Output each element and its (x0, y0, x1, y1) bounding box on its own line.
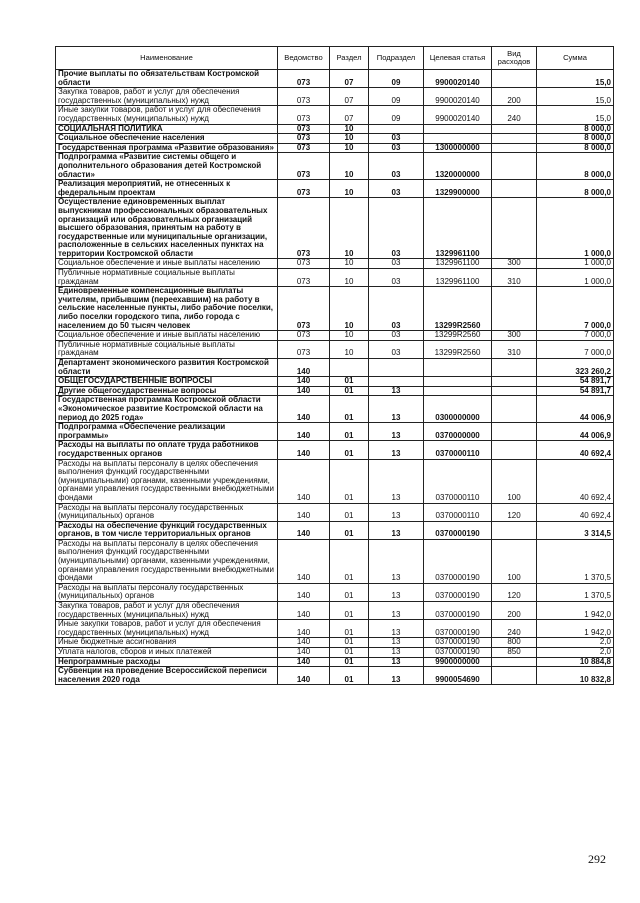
cell-dept: 073 (278, 259, 330, 269)
cell-target: 0370000190 (424, 539, 492, 583)
cell-dept: 140 (278, 441, 330, 459)
cell-section: 01 (330, 423, 369, 441)
header-exp-type: Вид расходов (492, 47, 537, 70)
cell-section: 01 (330, 602, 369, 620)
cell-exp-type: 300 (492, 331, 537, 341)
header-section: Раздел (330, 47, 369, 70)
cell-target: 1329900000 (424, 180, 492, 198)
cell-exp-type (492, 423, 537, 441)
cell-name: Расходы на выплаты персоналу в целях обеспечения выполнения функций государственными (муниципальными) органами, казенными учреждениями, органами управления государственными внебюджетными фондами (56, 459, 278, 503)
cell-subsection: 09 (369, 106, 424, 124)
table-row (56, 359, 614, 377)
cell-subsection: 13 (369, 441, 424, 459)
cell-target: 1329961100 (424, 259, 492, 269)
cell-exp-type (492, 377, 537, 387)
cell-target: 0370000190 (424, 648, 492, 658)
cell-subsection: 13 (369, 602, 424, 620)
cell-exp-type (492, 667, 537, 685)
cell-exp-type: 200 (492, 602, 537, 620)
cell-dept: 073 (278, 269, 330, 287)
cell-exp-type: 120 (492, 583, 537, 601)
cell-name: Социальное обеспечение и иные выплаты населению (56, 331, 278, 341)
cell-subsection (369, 359, 424, 377)
cell-subsection: 03 (369, 180, 424, 198)
cell-dept: 073 (278, 153, 330, 180)
cell-dept: 140 (278, 539, 330, 583)
cell-target: 0370000190 (424, 638, 492, 648)
cell-section: 01 (330, 521, 369, 539)
cell-sum: 44 006,9 (537, 423, 614, 441)
cell-dept: 140 (278, 583, 330, 601)
cell-target: 13299R2560 (424, 331, 492, 341)
cell-target: 9900020140 (424, 106, 492, 124)
cell-dept: 140 (278, 423, 330, 441)
table-row (56, 423, 614, 441)
cell-subsection: 13 (369, 503, 424, 521)
cell-dept: 073 (278, 70, 330, 88)
cell-name: Уплата налогов, сборов и иных платежей (56, 648, 278, 658)
table-row (56, 602, 614, 620)
cell-subsection: 09 (369, 88, 424, 106)
table-row (56, 638, 614, 648)
cell-sum: 8 000,0 (537, 180, 614, 198)
cell-name: Иные закупки товаров, работ и услуг для обеспечения государственных (муниципальных) нужд (56, 106, 278, 124)
cell-subsection: 13 (369, 583, 424, 601)
cell-sum: 323 260,2 (537, 359, 614, 377)
cell-section: 01 (330, 377, 369, 387)
table-row (56, 198, 614, 259)
cell-target: 13299R2560 (424, 287, 492, 331)
table-row (56, 70, 614, 88)
cell-sum: 15,0 (537, 70, 614, 88)
cell-name: Публичные нормативные социальные выплаты гражданам (56, 340, 278, 358)
cell-name: Иные закупки товаров, работ и услуг для обеспечения государственных (муниципальных) нужд (56, 620, 278, 638)
cell-name: Прочие выплаты по обязательствам Костромской области (56, 70, 278, 88)
cell-exp-type: 800 (492, 638, 537, 648)
cell-section: 10 (330, 180, 369, 198)
table-row (56, 648, 614, 658)
cell-dept: 140 (278, 359, 330, 377)
cell-exp-type (492, 396, 537, 423)
cell-exp-type: 310 (492, 269, 537, 287)
cell-subsection: 13 (369, 657, 424, 667)
cell-name: СОЦИАЛЬНАЯ ПОЛИТИКА (56, 124, 278, 134)
table-row (56, 287, 614, 331)
cell-exp-type: 120 (492, 503, 537, 521)
cell-dept: 140 (278, 602, 330, 620)
table-row (56, 396, 614, 423)
cell-section: 10 (330, 153, 369, 180)
cell-exp-type (492, 657, 537, 667)
cell-sum: 2,0 (537, 638, 614, 648)
cell-dept: 073 (278, 124, 330, 134)
cell-exp-type: 300 (492, 259, 537, 269)
cell-name: Государственная программа Костромской области «Экономическое развитие Костромской области на период до 2025 года» (56, 396, 278, 423)
cell-exp-type (492, 134, 537, 144)
table-row (56, 106, 614, 124)
table-row (56, 259, 614, 269)
cell-section: 10 (330, 269, 369, 287)
cell-section: 01 (330, 620, 369, 638)
cell-dept: 073 (278, 88, 330, 106)
cell-target: 1329961100 (424, 198, 492, 259)
table-body (56, 70, 614, 685)
cell-name: Единовременные компенсационные выплаты учителям, прибывшим (переехавшим) на работу в сельские населенные пункты, либо рабочие поселки, либо поселки городского типа, либо города с населением до 50 тысяч человек (56, 287, 278, 331)
cell-subsection: 13 (369, 396, 424, 423)
cell-target: 9900054690 (424, 667, 492, 685)
cell-name: Расходы на обеспечение функций государственных органов, в том числе территориальных органов (56, 521, 278, 539)
cell-target (424, 386, 492, 396)
cell-sum: 15,0 (537, 88, 614, 106)
cell-subsection: 03 (369, 287, 424, 331)
cell-subsection: 03 (369, 134, 424, 144)
cell-subsection: 03 (369, 143, 424, 153)
table-row (56, 88, 614, 106)
cell-section: 10 (330, 143, 369, 153)
cell-name: Непрограммные расходы (56, 657, 278, 667)
cell-subsection: 13 (369, 459, 424, 503)
page-number: 292 (588, 852, 606, 866)
cell-section: 01 (330, 667, 369, 685)
cell-dept: 140 (278, 620, 330, 638)
cell-dept: 073 (278, 198, 330, 259)
cell-target: 0370000110 (424, 441, 492, 459)
cell-name: Социальное обеспечение населения (56, 134, 278, 144)
cell-sum: 44 006,9 (537, 396, 614, 423)
cell-dept: 140 (278, 657, 330, 667)
cell-sum: 8 000,0 (537, 134, 614, 144)
cell-target (424, 124, 492, 134)
cell-subsection: 03 (369, 153, 424, 180)
cell-name: Расходы на выплаты персоналу в целях обеспечения выполнения функций государственными (муниципальными) органами, казенными учреждениями, органами управления государственными внебюджетными фондами (56, 539, 278, 583)
cell-target (424, 359, 492, 377)
cell-sum: 40 692,4 (537, 503, 614, 521)
cell-target: 13299R2560 (424, 340, 492, 358)
cell-name: Реализация мероприятий, не отнесенных к федеральным проектам (56, 180, 278, 198)
header-subsection: Подраздел (369, 47, 424, 70)
cell-sum: 1 942,0 (537, 620, 614, 638)
cell-sum: 8 000,0 (537, 143, 614, 153)
cell-dept: 073 (278, 331, 330, 341)
cell-sum: 7 000,0 (537, 340, 614, 358)
cell-dept: 073 (278, 143, 330, 153)
cell-exp-type (492, 287, 537, 331)
table-row (56, 134, 614, 144)
cell-subsection: 03 (369, 198, 424, 259)
cell-sum: 1 370,5 (537, 539, 614, 583)
cell-dept: 073 (278, 134, 330, 144)
cell-name: Закупка товаров, работ и услуг для обеспечения государственных (муниципальных) нужд (56, 602, 278, 620)
table-row (56, 521, 614, 539)
cell-dept: 140 (278, 521, 330, 539)
cell-name: Осуществление единовременных выплат выпускникам профессиональных образовательных организаций или образовательных организаций высшего образования, принятым на работу в государственные или муниципальные организации, расположенные в сельских населенных пунктах на территории Костромской области (56, 198, 278, 259)
cell-exp-type (492, 386, 537, 396)
cell-section: 10 (330, 198, 369, 259)
cell-dept: 140 (278, 396, 330, 423)
cell-dept: 140 (278, 503, 330, 521)
cell-dept: 140 (278, 459, 330, 503)
table-row (56, 657, 614, 667)
table-row (56, 667, 614, 685)
cell-name: Субвенции на проведение Всероссийской переписи населения 2020 года (56, 667, 278, 685)
cell-section: 01 (330, 648, 369, 658)
cell-exp-type: 850 (492, 648, 537, 658)
cell-target: 1320000000 (424, 153, 492, 180)
cell-exp-type (492, 70, 537, 88)
cell-sum: 1 000,0 (537, 198, 614, 259)
cell-exp-type (492, 198, 537, 259)
cell-name: Департамент экономического развития Костромской области (56, 359, 278, 377)
cell-target: 0370000190 (424, 583, 492, 601)
cell-sum: 1 000,0 (537, 259, 614, 269)
cell-section: 07 (330, 88, 369, 106)
table-row (56, 539, 614, 583)
cell-dept: 073 (278, 180, 330, 198)
cell-subsection: 13 (369, 638, 424, 648)
cell-section: 10 (330, 124, 369, 134)
cell-target: 0370000110 (424, 503, 492, 521)
cell-sum: 2,0 (537, 648, 614, 658)
cell-subsection: 09 (369, 70, 424, 88)
cell-subsection: 13 (369, 620, 424, 638)
cell-target: 0300000000 (424, 396, 492, 423)
cell-subsection: 03 (369, 259, 424, 269)
cell-sum: 7 000,0 (537, 331, 614, 341)
cell-name: Социальное обеспечение и иные выплаты населению (56, 259, 278, 269)
table-row (56, 386, 614, 396)
table-row (56, 503, 614, 521)
cell-target: 0370000110 (424, 459, 492, 503)
cell-exp-type (492, 180, 537, 198)
cell-target (424, 134, 492, 144)
cell-exp-type: 200 (492, 88, 537, 106)
budget-table (55, 46, 614, 685)
cell-dept: 073 (278, 340, 330, 358)
cell-subsection (369, 377, 424, 387)
cell-exp-type (492, 359, 537, 377)
cell-dept: 140 (278, 648, 330, 658)
cell-section: 01 (330, 539, 369, 583)
header-sum: Сумма (537, 47, 614, 70)
cell-exp-type: 100 (492, 459, 537, 503)
cell-exp-type: 100 (492, 539, 537, 583)
table-row (56, 124, 614, 134)
cell-sum: 1 000,0 (537, 269, 614, 287)
header-name: Наименование (56, 47, 278, 70)
cell-name: Публичные нормативные социальные выплаты гражданам (56, 269, 278, 287)
cell-sum: 40 692,4 (537, 459, 614, 503)
cell-section: 01 (330, 657, 369, 667)
cell-subsection: 03 (369, 269, 424, 287)
table-row (56, 180, 614, 198)
cell-subsection: 13 (369, 386, 424, 396)
cell-target: 1329961100 (424, 269, 492, 287)
table-row (56, 459, 614, 503)
cell-sum: 40 692,4 (537, 441, 614, 459)
cell-section: 10 (330, 259, 369, 269)
cell-name: ОБЩЕГОСУДАРСТВЕННЫЕ ВОПРОСЫ (56, 377, 278, 387)
cell-subsection: 13 (369, 423, 424, 441)
cell-sum: 3 314,5 (537, 521, 614, 539)
cell-section: 01 (330, 441, 369, 459)
header-dept: Ведомство (278, 47, 330, 70)
table-header-row (56, 47, 614, 70)
cell-sum: 8 000,0 (537, 124, 614, 134)
cell-target: 0370000190 (424, 602, 492, 620)
cell-exp-type (492, 143, 537, 153)
cell-sum: 1 370,5 (537, 583, 614, 601)
cell-target: 9900020140 (424, 88, 492, 106)
cell-section: 07 (330, 106, 369, 124)
cell-exp-type: 240 (492, 106, 537, 124)
cell-sum: 10 832,8 (537, 667, 614, 685)
cell-subsection: 13 (369, 539, 424, 583)
cell-sum: 54 891,7 (537, 386, 614, 396)
cell-dept: 140 (278, 667, 330, 685)
table-row (56, 143, 614, 153)
cell-exp-type (492, 124, 537, 134)
cell-subsection: 13 (369, 521, 424, 539)
cell-sum: 10 884,8 (537, 657, 614, 667)
table-row (56, 620, 614, 638)
table-row (56, 583, 614, 601)
cell-section: 01 (330, 503, 369, 521)
cell-target: 1300000000 (424, 143, 492, 153)
cell-subsection: 13 (369, 648, 424, 658)
cell-exp-type: 240 (492, 620, 537, 638)
cell-sum: 8 000,0 (537, 153, 614, 180)
cell-name: Расходы на выплаты по оплате труда работников государственных органов (56, 441, 278, 459)
cell-section: 01 (330, 583, 369, 601)
cell-dept: 073 (278, 106, 330, 124)
cell-name: Другие общегосударственные вопросы (56, 386, 278, 396)
cell-name: Закупка товаров, работ и услуг для обеспечения государственных (муниципальных) нужд (56, 88, 278, 106)
cell-section: 01 (330, 386, 369, 396)
cell-exp-type (492, 153, 537, 180)
table-row (56, 269, 614, 287)
header-target: Целевая статья (424, 47, 492, 70)
cell-name: Расходы на выплаты персоналу государственных (муниципальных) органов (56, 503, 278, 521)
cell-target: 0370000000 (424, 423, 492, 441)
cell-target: 9900020140 (424, 70, 492, 88)
table-row (56, 331, 614, 341)
cell-target: 0370000190 (424, 521, 492, 539)
table-row (56, 441, 614, 459)
cell-section: 10 (330, 331, 369, 341)
cell-name: Иные бюджетные ассигнования (56, 638, 278, 648)
cell-section (330, 359, 369, 377)
cell-subsection: 13 (369, 667, 424, 685)
cell-section: 07 (330, 70, 369, 88)
cell-name: Государственная программа «Развитие образования» (56, 143, 278, 153)
cell-target (424, 377, 492, 387)
cell-subsection: 03 (369, 331, 424, 341)
cell-exp-type: 310 (492, 340, 537, 358)
cell-sum: 1 942,0 (537, 602, 614, 620)
cell-dept: 140 (278, 386, 330, 396)
table-row (56, 377, 614, 387)
cell-target: 0370000190 (424, 620, 492, 638)
table-row (56, 153, 614, 180)
cell-sum: 7 000,0 (537, 287, 614, 331)
cell-exp-type (492, 441, 537, 459)
cell-section: 01 (330, 459, 369, 503)
cell-section: 10 (330, 287, 369, 331)
cell-name: Подпрограмма «Обеспечение реализации программы» (56, 423, 278, 441)
cell-section: 01 (330, 638, 369, 648)
cell-dept: 073 (278, 287, 330, 331)
cell-subsection (369, 124, 424, 134)
cell-name: Расходы на выплаты персоналу государственных (муниципальных) органов (56, 583, 278, 601)
table-row (56, 340, 614, 358)
cell-target: 9900000000 (424, 657, 492, 667)
cell-sum: 54 891,7 (537, 377, 614, 387)
cell-subsection: 03 (369, 340, 424, 358)
cell-section: 10 (330, 340, 369, 358)
cell-exp-type (492, 521, 537, 539)
cell-section: 01 (330, 396, 369, 423)
cell-dept: 140 (278, 377, 330, 387)
cell-sum: 15,0 (537, 106, 614, 124)
cell-section: 10 (330, 134, 369, 144)
cell-dept: 140 (278, 638, 330, 648)
cell-name: Подпрограмма «Развитие системы общего и дополнительного образования детей Костромской области» (56, 153, 278, 180)
